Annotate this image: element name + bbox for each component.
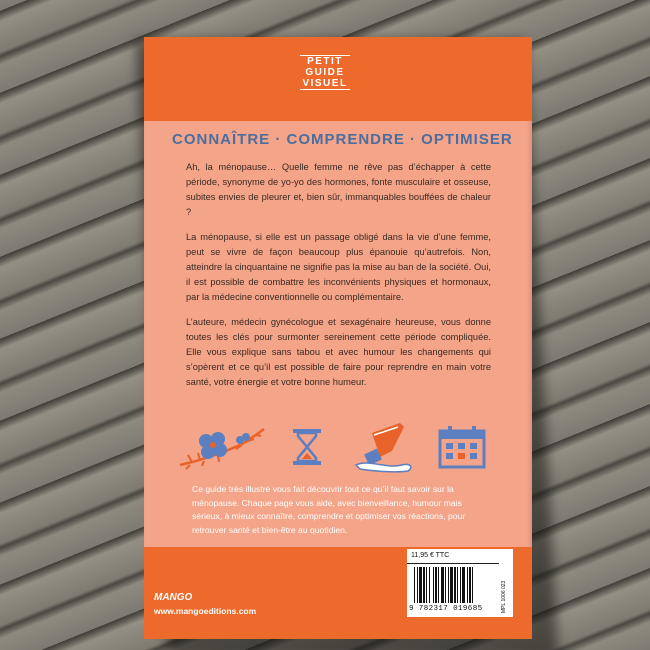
barcode-bar (429, 567, 430, 603)
flower-branch-icon (178, 425, 268, 471)
barcode-bar (448, 567, 449, 603)
blurb-text (186, 160, 491, 400)
barcode-label (407, 549, 513, 617)
barcode-bar (433, 567, 434, 603)
petit-guide-visuel-logo (296, 55, 354, 90)
logo-line-2: GUIDE (305, 67, 345, 78)
blurb-paragraph-1: Ah, la ménopause… Quelle femme ne rêve pas d’échapper à cette période, synonyme de yo-yo des hormones, fonte musculaire et osseuse, subites envies de pleurer et, bien sûr, immanquables bouffées de chaleur ? (186, 162, 491, 217)
barcode-bar (417, 567, 418, 603)
publisher-website: www.mangoeditions.com (154, 606, 257, 616)
barcode-bar (419, 567, 422, 603)
barcode-bar (423, 567, 425, 603)
illustration-icons-row (178, 421, 508, 481)
summary-text: Ce guide très illustré vous fait découvrir tout ce qu’il faut savoir sur la ménopause. Chaque page vous aide, avec bienveillance, humour mais sérieux, à mieux connaître, comprendre et optimiser vos réactions, pour retrouver santé et bien-être au quotidien. (192, 484, 466, 535)
barcode-bar (450, 567, 453, 603)
barcode-bar (426, 567, 427, 603)
isbn-number: 9 782317 019685 (409, 605, 483, 613)
barcode-icon (413, 567, 497, 603)
barcode-bar (462, 567, 465, 603)
logo-line-1: PETIT (307, 56, 343, 67)
barcode-bar (438, 567, 439, 603)
logo-line-3: VISUEL (302, 78, 348, 89)
barcode-bar (460, 567, 461, 603)
barcode-bar (435, 567, 437, 603)
barcode-bar (454, 567, 456, 603)
logo-rule-bottom (300, 89, 350, 90)
hourglass-icon (291, 427, 323, 467)
reference-code: MPL 1006 023 (501, 580, 507, 613)
price-text: 11,95 € TTC (411, 552, 450, 559)
barcode-bar (472, 567, 473, 603)
price-divider (407, 563, 499, 564)
barcode-bar (414, 567, 415, 603)
barcode-bar (441, 567, 444, 603)
barcode-bar (469, 567, 471, 603)
blurb-paragraph-2: La ménopause, si elle est un passage obligé dans la vie d’une femme, peut se vivre de façon beaucoup plus épanouie qu’autrefois. Non, atteindre la cinquantaine ne signifie pas la mise au ban de la société. Oui, il est possible de combattre les inconvénients physiques et hormonaux, par la médecine conventionnelle ou complémentaire. (186, 232, 491, 302)
barcode-bar (445, 567, 446, 603)
cover-tagline: CONNAÎTRE · COMPRENDRE · OPTIMISER (172, 131, 513, 148)
calendar-icon (438, 425, 486, 469)
cream-tube-icon (352, 421, 422, 473)
barcode-bar (457, 567, 458, 603)
book-back-cover (144, 37, 532, 639)
barcode-bar (467, 567, 468, 603)
publisher-logo: MANGO (154, 592, 193, 603)
blurb-paragraph-3: L’auteure, médecin gynécologue et sexagénaire heureuse, vous donne toutes les clés pour surmonter sereinement cette période compliquée. Elle vous explique sans tabou et avec humour les changements qui s’opèrent et ce qu’il est possible de faire pour reprendre en main votre santé, votre énergie et votre bonne humeur. (186, 317, 491, 387)
